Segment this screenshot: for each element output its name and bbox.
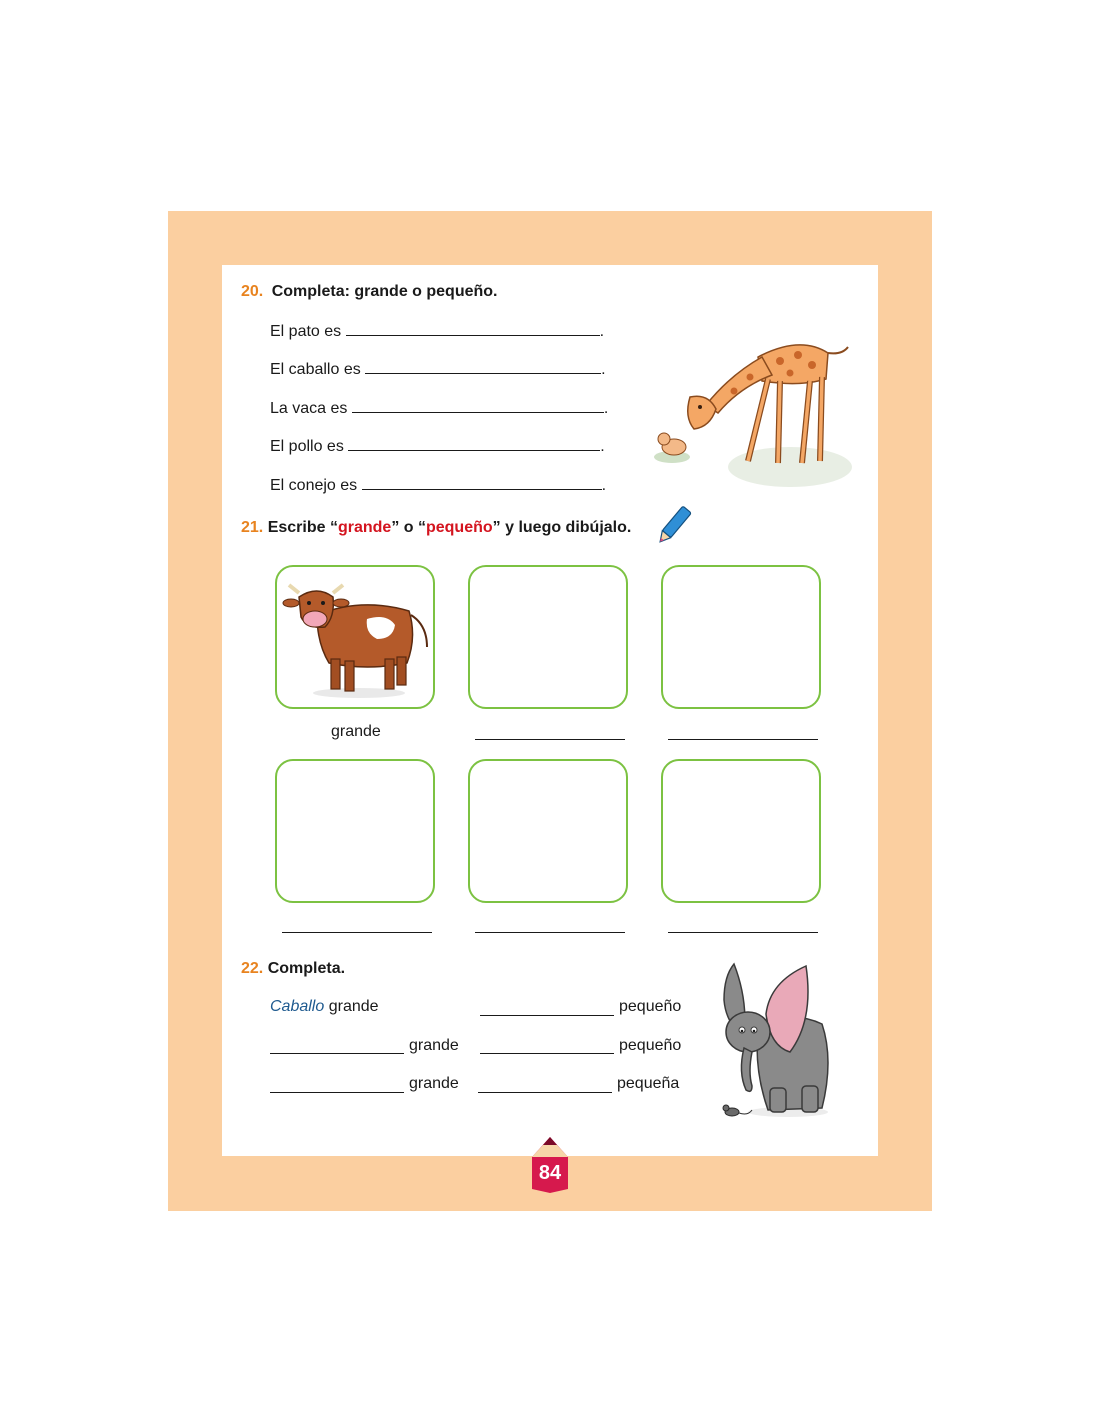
ex20-line-5 xyxy=(270,475,606,495)
answer-line[interactable] xyxy=(668,739,818,740)
exercise-21-heading xyxy=(241,519,631,537)
word-grande: grande xyxy=(328,998,379,1015)
word-pequeno: pequeño xyxy=(619,1037,682,1054)
answer-line[interactable] xyxy=(270,1092,404,1093)
instruction-text: ” o “ xyxy=(391,519,426,536)
line-suffix: . xyxy=(601,477,607,494)
highlight-word-grande: grande xyxy=(337,519,392,536)
elephant-illustration xyxy=(718,960,838,1125)
highlight-word-pequeno: pequeño xyxy=(425,519,493,536)
drawing-box[interactable] xyxy=(275,759,435,903)
word-pequeno: pequeño xyxy=(619,998,682,1015)
line-prefix: El conejo es xyxy=(270,477,358,494)
line-prefix: La vaca es xyxy=(270,400,348,417)
line-prefix: El pollo es xyxy=(270,438,344,455)
answer-line[interactable] xyxy=(475,932,625,933)
ex20-line-3 xyxy=(270,398,608,418)
answer-line[interactable] xyxy=(282,932,432,933)
example-word: Caballo xyxy=(270,998,325,1015)
line-suffix: . xyxy=(601,361,606,378)
drawing-box-cow xyxy=(275,565,435,709)
ex20-line-2 xyxy=(270,359,606,379)
answer-line[interactable] xyxy=(475,739,625,740)
line-suffix: . xyxy=(603,400,609,417)
exercise-number: 21. xyxy=(241,519,264,536)
answer-line[interactable] xyxy=(478,1092,612,1093)
answer-line[interactable] xyxy=(668,932,818,933)
answer-blank[interactable] xyxy=(365,359,601,374)
exercise-22-heading xyxy=(241,960,345,978)
instruction-text: ” y luego dibújalo. xyxy=(492,519,632,536)
ex22-row-1-left xyxy=(270,998,379,1016)
exercise-number: 22. xyxy=(241,960,264,977)
exercise-title: Completa: grande o pequeño. xyxy=(271,283,498,300)
word-pequena: pequeña xyxy=(617,1075,680,1092)
line-suffix: . xyxy=(599,323,605,340)
page-number: 84 xyxy=(538,1162,562,1184)
ex20-line-4 xyxy=(270,436,605,456)
answer-line[interactable] xyxy=(480,1053,614,1054)
line-suffix: . xyxy=(600,438,605,455)
answer-blank[interactable] xyxy=(362,475,602,490)
ex20-line-1 xyxy=(270,321,604,341)
drawing-box[interactable] xyxy=(468,565,628,709)
word-grande: grande xyxy=(409,1075,459,1092)
giraffe-illustration xyxy=(650,295,855,495)
answer-blank[interactable] xyxy=(348,436,600,451)
drawing-box[interactable] xyxy=(661,759,821,903)
answer-line[interactable] xyxy=(480,1015,614,1016)
exercise-20-heading xyxy=(241,283,498,301)
line-prefix: El caballo es xyxy=(270,361,361,378)
instruction-text: Escribe “ xyxy=(267,519,338,536)
line-prefix: El pato es xyxy=(270,323,342,340)
word-grande: grande xyxy=(409,1037,459,1054)
cow-illustration xyxy=(277,567,433,707)
drawing-box[interactable] xyxy=(468,759,628,903)
drawing-box[interactable] xyxy=(661,565,821,709)
exercise-title: Completa. xyxy=(267,960,346,977)
answer-blank[interactable] xyxy=(346,321,600,336)
example-label: grande xyxy=(331,723,381,740)
pencil-icon xyxy=(652,503,696,549)
answer-line[interactable] xyxy=(270,1053,404,1054)
exercise-number: 20. xyxy=(241,283,264,300)
answer-blank[interactable] xyxy=(352,398,604,413)
